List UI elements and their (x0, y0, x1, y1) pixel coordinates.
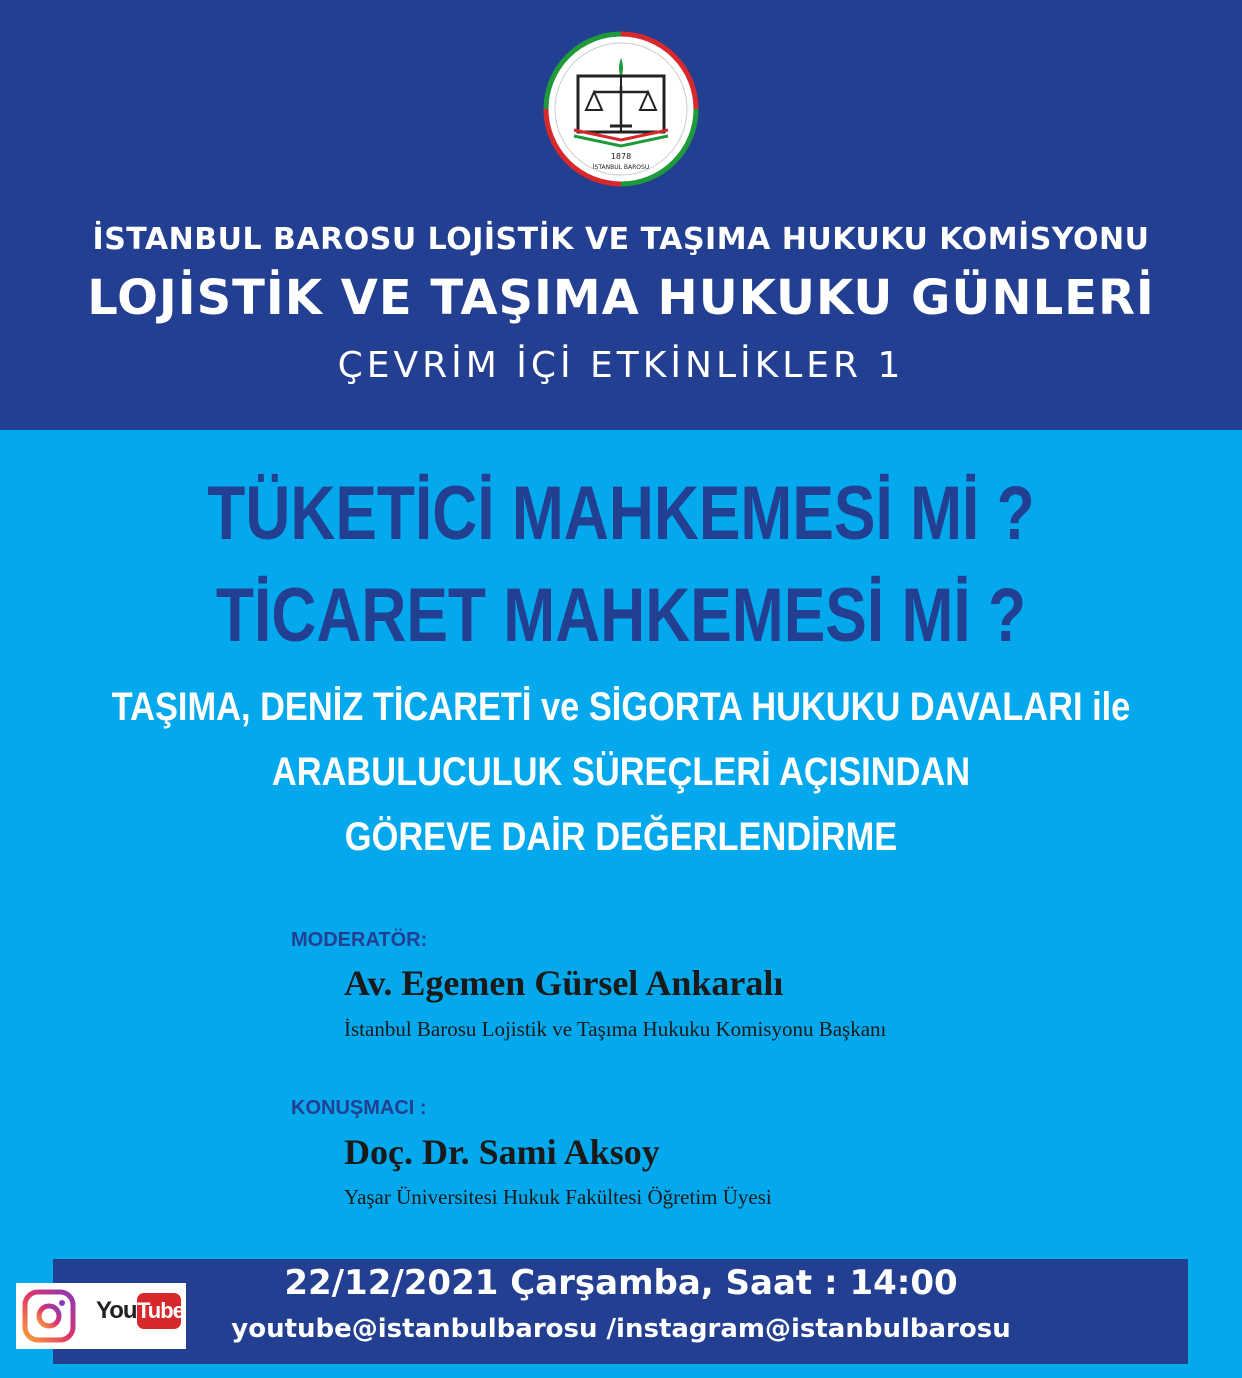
svg-text:1878: 1878 (610, 152, 632, 161)
instagram-icon[interactable] (22, 1289, 76, 1343)
speaker-name: Doç. Dr. Sami Aksoy (344, 1132, 660, 1172)
subtitle-line-2: ARABULUCULUK SÜREÇLERİ AÇISINDAN (271, 750, 971, 794)
main-title-line-1: TÜKETİCİ MAHKEMESİ Mİ ? (207, 471, 1035, 556)
subtitle-line-1: TAŞIMA, DENİZ TİCARETİ ve SİGORTA HUKUKU DAVALARI ile (111, 685, 1131, 729)
moderator-name: Av. Egemen Gürsel Ankaralı (344, 963, 784, 1003)
moderator-title: İstanbul Barosu Lojistik ve Taşıma Hukuku Komisyonu Başkanı (344, 1017, 887, 1041)
youtube-icon[interactable]: Tube (137, 1293, 181, 1329)
organization-name: İSTANBUL BAROSU LOJİSTİK VE TAŞIMA HUKUKU KOMİSYONU (92, 222, 1150, 257)
istanbul-barosu-seal-icon (542, 30, 700, 188)
speaker-label: KONUŞMACI : (291, 1097, 427, 1119)
event-name: LOJİSTİK VE TAŞIMA HUKUKU GÜNLERİ (87, 270, 1155, 326)
moderator-label: MODERATÖR: (291, 929, 428, 951)
social-links[interactable]: youtube@istanbulbarosu /instagram@istanbulbarosu (231, 1314, 1011, 1344)
event-datetime: 22/12/2021 Çarşamba, Saat : 14:00 (284, 1263, 958, 1303)
main-title-line-2: TİCARET MAHKEMESİ Mİ ? (215, 573, 1027, 658)
social-icons (16, 1283, 186, 1349)
subtitle-line-3: GÖREVE DAİR DEĞERLENDİRME (344, 815, 898, 859)
youtube-logo-you[interactable]: You (96, 1297, 137, 1324)
svg-text:İSTANBUL BAROSU: İSTANBUL BAROSU (592, 164, 650, 171)
speaker-title: Yaşar Üniversitesi Hukuk Fakültesi Öğretim Üyesi (344, 1185, 772, 1209)
event-series: ÇEVRİM İÇİ ETKİNLİKLER 1 (337, 345, 905, 386)
